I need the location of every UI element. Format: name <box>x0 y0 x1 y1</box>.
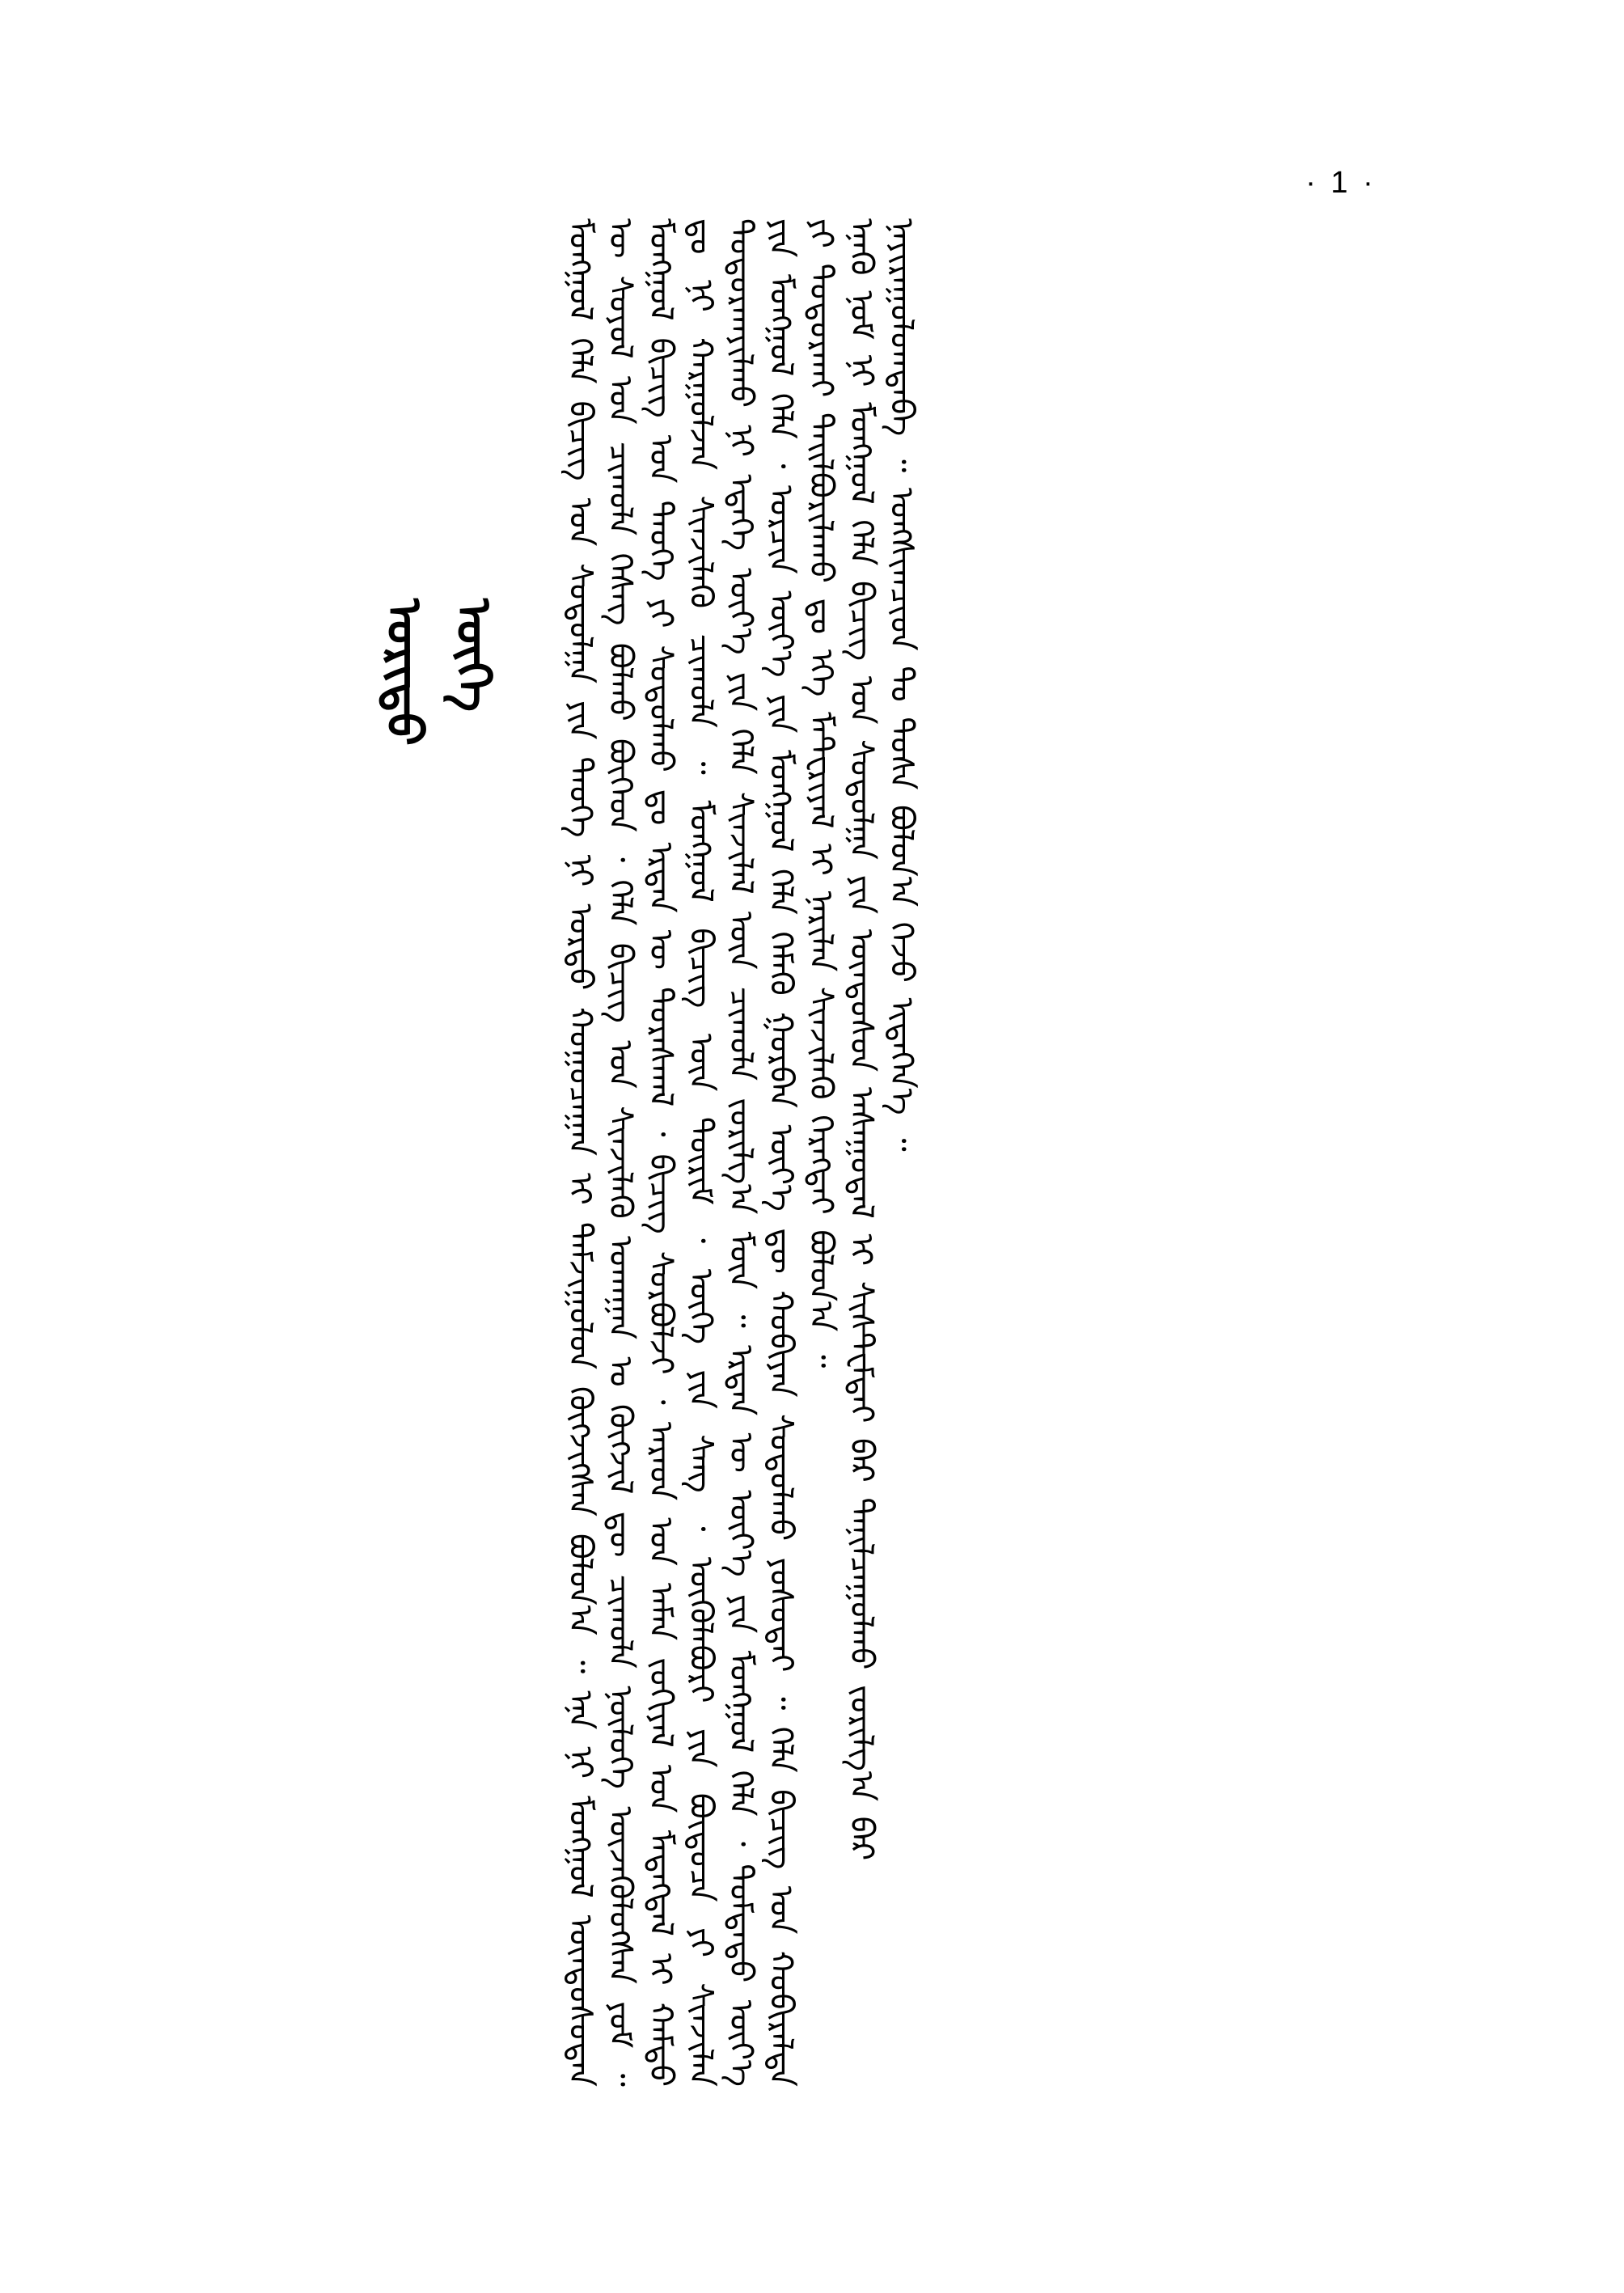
body-text <box>560 218 1401 2087</box>
paragraph: ᠡᠨᠡᠬᠦ ᠨᠣᠮ ᠨᠢ ᠮᠣᠩᠭᠣᠯ ᠬᠡᠯᠡ ᠪᠢᠴᠢᠭ ᠤᠨ ᠰᠤᠳᠤᠯᠭᠠ ᠶᠢᠨ ᠦᠨᠳᠦᠰᠦᠨ ᠠᠰᠠᠭᠤᠳᠠᠯ ᠢ ᠰᠢᠰᠲ᠋ᠧᠮᠲᠡᠢ ᠪᠡᠷ ᠲᠠᠨᠢᠯᠴᠠᠭᠤᠯᠬᠤ ᠵᠣᠷᠢᠯᠭ᠎ᠠ ᠪᠡᠷ ᠨᠠᠶᠢᠷᠠᠭᠤᠯᠤᠭᠳᠠᠪᠠ ᠃ ᠤᠩᠰᠢᠭᠴᠢᠳ ᠲᠤ ᠲᠤᠰᠠ ᠪᠣᠯᠤᠨ᠎ᠠ ᠭᠡᠵᠦ ᠢᠳᠡᠭᠡᠨ᠎ᠡ ᠃ <box>842 218 920 1861</box>
page-number: · 1 · <box>1305 166 1377 200</box>
paragraph: ᠮᠣᠩᠭᠣᠯ ᠬᠡᠯᠡ ᠪᠢᠴᠢᠭ ᠤᠨ ᠰᠤᠳᠤᠯᠭᠠ ᠶᠢᠨ ᠲᠡᠦᠬᠡ ᠨᠢ ᠤᠷᠲᠤ ᠬᠤᠭᠤᠴᠠᠭᠠᠨ ᠢ ᠳᠠᠮᠵᠢᠭᠤᠯᠤᠨ ᠬᠥᠭᠵᠢᠭᠰᠡᠨ ᠪᠣᠯᠤᠨ᠎ᠠ ᠃ ᠡᠨᠡ ᠨᠢ ᠮᠣᠩᠭᠣᠯ ᠦᠨᠳᠦᠰᠦᠲᠡᠨ ᠦ ᠰᠣᠶᠣᠯ ᠤᠨ ᠴᠢᠬᠤᠯᠠ ᠬᠡᠰᠡᠭ ᠪᠣᠯᠬᠤ ᠪᠥᠭᠡᠳ ᠂ ᠬᠡᠯᠡ ᠪᠢᠴᠢᠭ ᠤᠨ ᠰᠢᠨᠵᠢᠯᠡᠬᠦ ᠤᠬᠠᠭᠠᠨ ᠤ ᠬᠥᠭᠵᠢᠯ ᠳᠦ ᠴᠢᠬᠤᠯᠠ ᠨᠥᠯᠦᠭᠡ ᠦᠵᠡᠭᠦᠯᠦᠭᠰᠡᠨ ᠶᠤᠮ ᠃ ᠮᠣᠩᠭᠣᠯ ᠪᠢᠴᠢᠭ ᠤᠨ ᠲᠡᠦᠬᠡ ᠶᠢ ᠰᠤᠳᠤᠯᠬᠤ ᠳᠤ ᠡᠷᠲᠡᠨ ᠦ ᠳᠤᠷᠠᠰᠬᠠᠯ ᠂ ᠪᠢᠴᠢᠭ᠌ ᠰᠤᠷᠪᠤᠯᠵᠢ ᠂ ᠠᠷᠠᠳ ᠤᠨ ᠠᠮᠠᠨ ᠵᠣᠬᠢᠶᠠᠯ ᠤᠨ ᠮᠡᠳᠡᠭᠳᠡᠯ ᠢ ᠬᠠᠮᠲᠤ ᠳᠤ ᠨᠢ ᠬᠠᠷᠭᠤᠯᠵᠠᠨ ᠰᠢᠨᠵᠢᠯᠡᠬᠦ ᠴᠢᠬᠤᠯᠠ ᠃ ᠮᠣᠩᠭᠣᠯ ᠪᠢᠴᠢᠭ ᠦᠨ ᠳᠦᠷᠢᠮ ᠂ ᠦᠭᠡ ᠶᠢᠨ ᠰᠠᠩ ᠂ ᠦᠭᠦᠯᠡᠪᠦᠷᠢ ᠶᠢᠨ ᠪᠦᠲᠦᠴᠡ ᠶᠢ ᠰᠢᠨᠵᠢᠯᠡᠨ ᠲᠣᠳᠤᠷᠬᠠᠶᠢᠯᠬᠤ ᠨᠢ ᠡᠳᠡᠭᠡ ᠦᠶ᠎ᠡ ᠶᠢᠨ ᠬᠡᠯᠡ ᠰᠢᠨᠵᠢᠯᠡᠯ ᠦᠨ ᠴᠢᠬᠤᠯᠠ ᠵᠣᠷᠢᠯᠭ᠎ᠠ ᠮᠥᠨ ᠃ ᠡᠷᠲᠡᠨ ᠦ ᠦᠶ᠎ᠡ ᠶᠢᠨ ᠮᠣᠩᠭᠣᠯ ᠬᠡᠯᠡ ᠂ ᠳᠤᠮᠳᠠᠳᠤ ᠦᠶ᠎ᠡ ᠶᠢᠨ ᠮᠣᠩᠭᠣᠯ ᠬᠡᠯᠡ ᠂ ᠣᠷᠴᠢᠨ ᠦᠶ᠎ᠡ ᠶᠢᠨ ᠮᠣᠩᠭᠣᠯ ᠬᠡᠯᠡ ᠬᠡᠮᠡᠬᠦ ᠭᠤᠷᠪᠠᠨ ᠦᠶ᠎ᠡ ᠳᠦ ᠬᠤᠪᠢᠶᠠᠨ ᠰᠤᠳᠤᠯᠬᠤ ᠶᠣᠰᠣᠲᠠᠢ ᠃ ᠬᠡᠯᠡ ᠪᠢᠴᠢᠭ ᠤᠨ ᠬᠤᠪᠢᠷᠠᠯᠲᠠ ᠶᠢ ᠲᠣᠳᠤᠷᠬᠠᠢ ᠲᠠᠢᠯᠪᠤᠷᠢᠯᠠᠬᠤ ᠳᠤ ᠡᠬᠡ ᠮᠠᠲ᠋ᠧᠷᠢᠶᠠᠯ ᠢ ᠨᠠᠷᠢᠯᠠᠨ ᠰᠢᠨᠵᠢᠯᠡᠬᠦ ᠬᠡᠷᠡᠭᠲᠡᠢ ᠪᠣᠯᠤᠨ᠎ᠠ ᠃ <box>561 218 840 2087</box>
page-heading: ᠤᠷᠢᠳᠤ ᠦᠭᠡ <box>375 599 501 747</box>
